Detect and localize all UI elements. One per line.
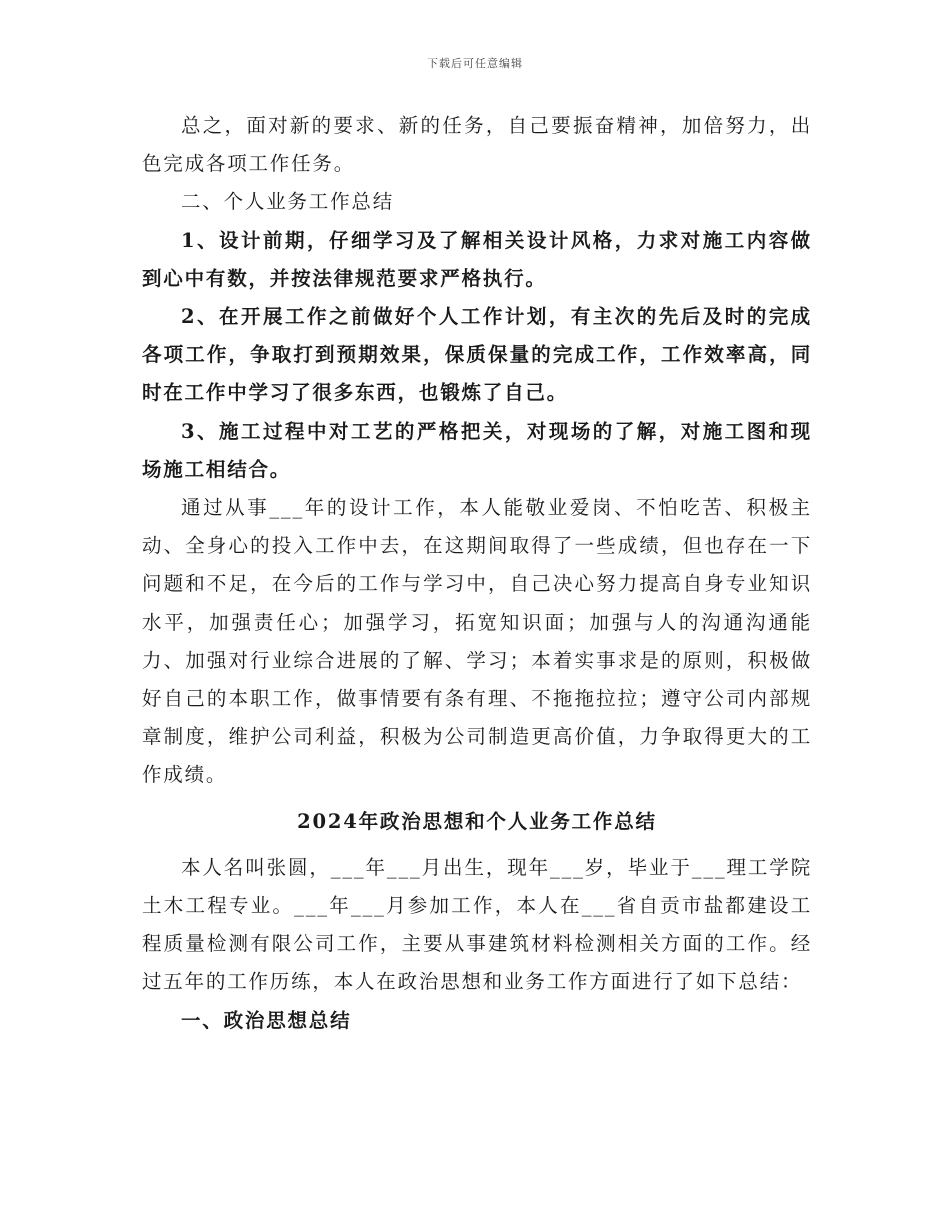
- list-item-2: 2、在开展工作之前做好个人工作计划，有主次的先后及时的完成各项工作，争取打到预期效果，保质保量的完成工作，工作效率高，同时在工作中学习了很多东西，也锻炼了自己。: [142, 305, 812, 405]
- document-body: [142, 107, 812, 1040]
- heading-political-thought-summary: 一、政治思想总结: [181, 1008, 352, 1032]
- paragraph-conclusion: 总之，面对新的要求、新的任务，自己要振奋精神，加倍努力，出色完成各项工作任务。: [142, 114, 812, 176]
- document-title: 2024年政治思想和个人业务工作总结: [297, 809, 657, 833]
- paragraph-intro: 本人名叫张圆，___年___月出生，现年___岁，毕业于___理工学院土木工程专业。___年___月参加工作，本人在___省自贡市盐都建设工程质量检测有限公司工作，主要从事建筑材料检测相关方面的工作。经过五年的工作历练，本人在政治思想和业务工作方面进行了如下总结：: [142, 855, 812, 994]
- paragraph-summary: 通过从事___年的设计工作，本人能敬业爱岗、不怕吃苦、积极主动、全身心的投入工作中去，在这期间取得了一些成绩，但也存在一下问题和不足，在今后的工作与学习中，自己决心努力提高自身专业知识水平，加强责任心；加强学习，拓宽知识面；加强与人的沟通沟通能力、加强对行业综合进展的了解、学习；本着实事求是的原则，积极做好自己的本职工作，做事情要有条有理、不拖拖拉拉；遵守公司内部规章制度，维护公司利益，积极为公司制造更高价值，力争取得更大的工作成绩。: [142, 496, 812, 787]
- list-item-3: 3、施工过程中对工艺的严格把关，对现场的了解，对施工图和现场施工相结合。: [142, 419, 812, 481]
- header-note: 下载后可任意编辑: [427, 57, 523, 70]
- heading-personal-business-summary: 二、个人业务工作总结: [181, 190, 395, 214]
- list-item-1: 1、设计前期，仔细学习及了解相关设计风格，力求对施工内容做到心中有数，并按法律规范要求严格执行。: [142, 228, 812, 290]
